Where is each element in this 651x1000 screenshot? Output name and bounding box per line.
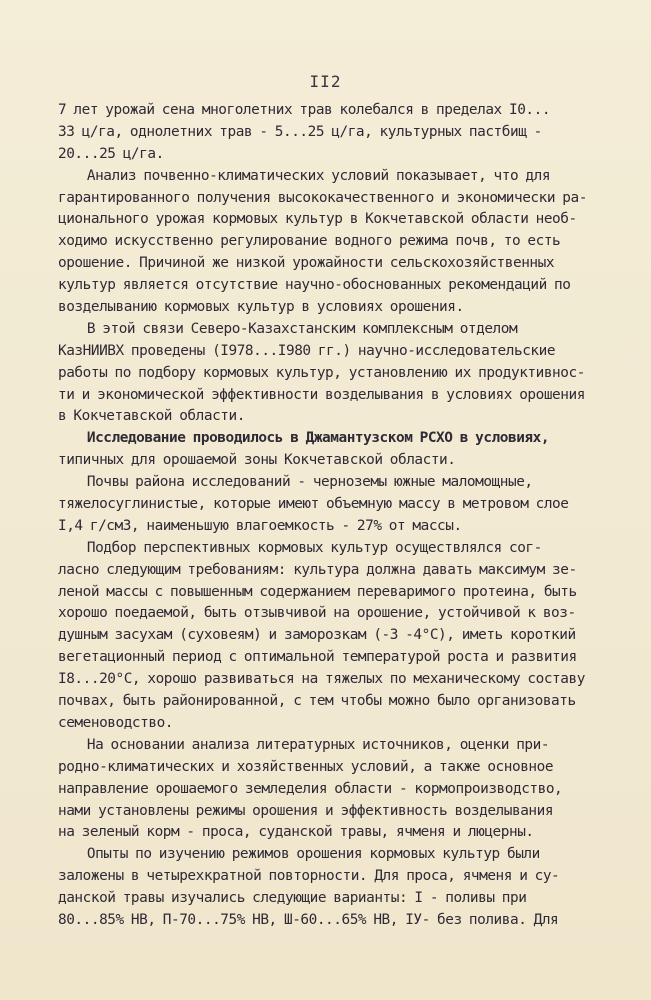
text-line: данской травы изучались следующие варианты: I - поливы при bbox=[58, 890, 527, 907]
text-line: I,4 г/см3, наименьшую влагоемкость - 27% от массы. bbox=[58, 517, 462, 534]
text-line: гарантированного получения высококачественного и экономически ра- bbox=[58, 189, 587, 206]
text-line: вегетационный период с оптимальной температурой роста и развития bbox=[58, 649, 577, 666]
text-line: I8...20°С, хорошо развиваться на тяжелых по механическому составу bbox=[58, 671, 585, 688]
text-line: семеноводство. bbox=[58, 714, 173, 731]
text-line: Исследование проводилось в Джамантузском РСХО в условиях, bbox=[58, 430, 550, 447]
text-line: типичных для орошаемой зоны Кокчетавской области. bbox=[58, 452, 456, 469]
text-line: КазНИИВХ проведены (I978...I980 гг.) научно-исследовательские bbox=[58, 342, 556, 359]
text-line: ти и экономической эффективности возделывания в условиях орошения bbox=[58, 386, 585, 403]
text-line: 20...25 ц/га. bbox=[58, 145, 164, 162]
text-line: направление орошаемого земледелия области - кормопроизводство, bbox=[58, 780, 563, 797]
text-line: В этой связи Северо-Казахстанским комплексным отделом bbox=[58, 320, 518, 337]
text-line: ходимо искусственно регулирование водного режима почв, то есть bbox=[58, 233, 561, 250]
text-line: в Кокчетавской области. bbox=[58, 408, 245, 425]
text-line: хорошо поедаемой, быть отзывчивой на орошение, устойчивой к воз- bbox=[58, 605, 576, 622]
text-line: Анализ почвенно-климатических условий показывает, что для bbox=[58, 167, 551, 184]
text-line: 7 лет урожай сена многолетних трав колебался в пределах I0... bbox=[58, 102, 551, 118]
text-line: Почвы района исследований - черноземы южные маломощные, bbox=[58, 474, 533, 491]
text-line: Подбор перспективных кормовых культур осуществлялся сог- bbox=[58, 539, 542, 556]
text-line: орошение. Причиной же низкой урожайности сельскохозяйственных bbox=[58, 255, 555, 272]
text-line: ционального урожая кормовых культур в Кокчетавской области необ- bbox=[58, 211, 577, 228]
text-line: леной массы с повышенным содержанием переваримого протеина, быть bbox=[58, 583, 577, 600]
page-number: II2 bbox=[309, 72, 342, 91]
text-line: Опыты по изучению режимов орошения кормовых культур были bbox=[58, 846, 540, 863]
body-text bbox=[58, 100, 598, 932]
text-line: возделыванию кормовых культур в условиях орошения. bbox=[58, 299, 464, 316]
text-line: нами установлены режимы орошения и эффективность возделывания bbox=[58, 802, 554, 819]
text-line: ласно следующим требованиям: культура должна давать максимум зе- bbox=[58, 561, 577, 578]
text-line: работы по подбору кормовых культур, установлению их продуктивнос- bbox=[58, 364, 585, 381]
text-line: родно-климатических и хозяйственных условий, а также основное bbox=[58, 758, 554, 775]
text-line: душным засухам (суховеям) и заморозкам (-3 -4°С), иметь короткий bbox=[58, 627, 576, 644]
text-line: 80...85% НВ, П-70...75% НВ, Ш-60...65% НВ, IУ- без полива. Для bbox=[58, 911, 559, 928]
text-line: 33 ц/га, однолетних трав - 5...25 ц/га, культурных пастбищ - bbox=[58, 123, 542, 140]
text-line: культур является отсутствие научно-обоснованных рекомендаций по bbox=[58, 277, 571, 294]
text-line: заложены в четырехкратной повторности. Для проса, ячменя и су- bbox=[58, 868, 560, 885]
text-line: почвах, быть районированной, с тем чтобы можно было организовать bbox=[58, 693, 576, 710]
text-line: тяжелосуглинистые, которые имеют объемную массу в метровом слое bbox=[58, 496, 569, 513]
text-line: на зеленый корм - проса, суданской травы, ячменя и люцерны. bbox=[58, 824, 534, 841]
text-line: На основании анализа литературных источников, оценки при- bbox=[58, 736, 550, 753]
